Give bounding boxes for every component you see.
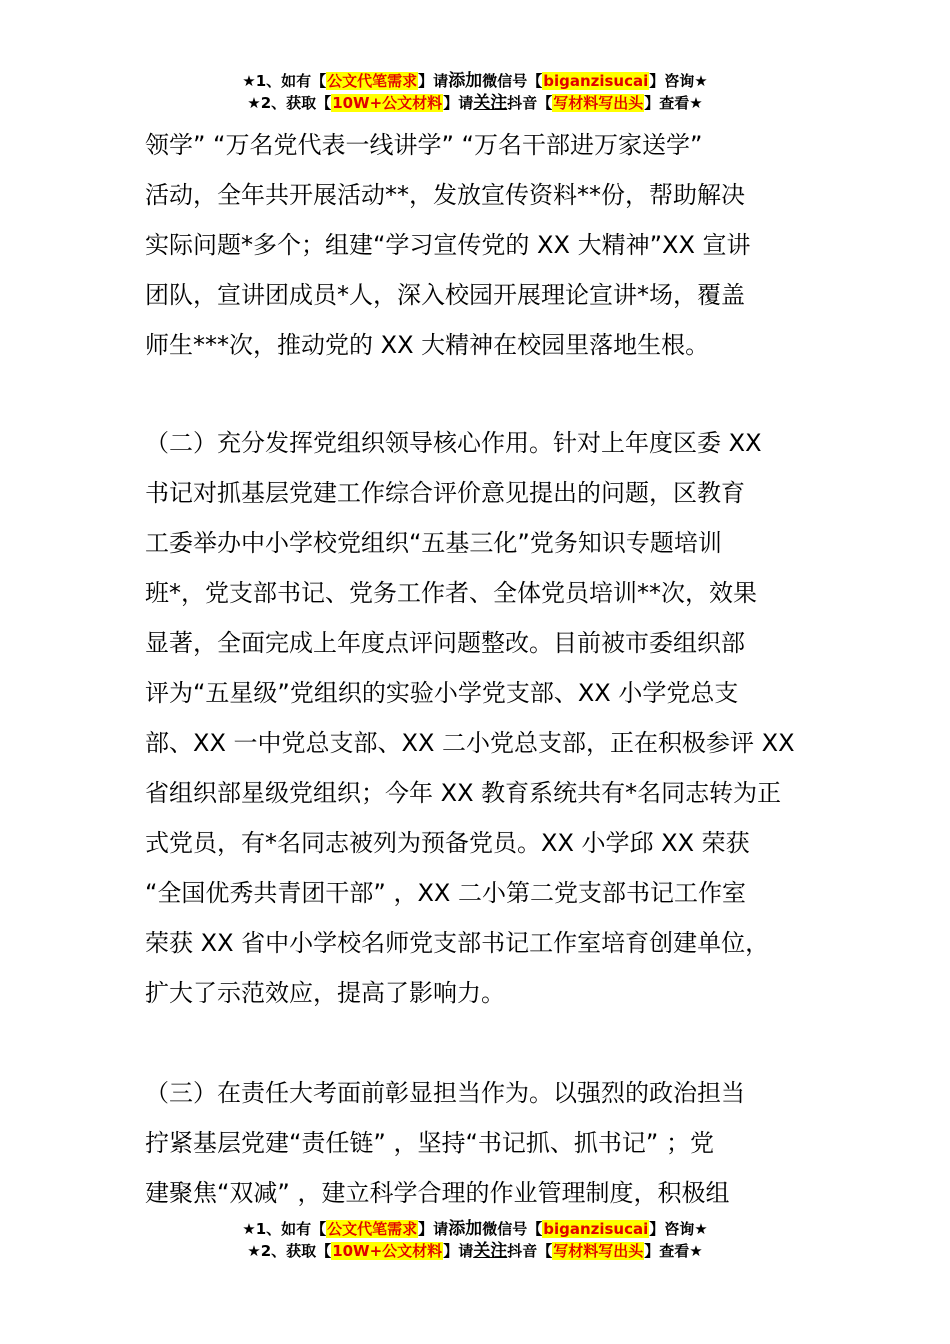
banner-text: 微信号【 [482,1220,543,1238]
banner-text: ★2、获取【 [247,94,332,112]
banner-text: 】咨询★ [649,72,708,90]
banner-text: 微信号【 [482,72,543,90]
text-line: 班*，党支部书记、党务工作者、全体党员培训**次，效果 [145,579,757,607]
text-line: 拧紧基层党建“责任链” ，坚持“书记抓、抓书记” ；党 [145,1129,714,1157]
banner-douyin-id: 写材料写出头 [553,94,644,112]
footer-banner [0,1218,950,1262]
banner-text: 】查看★ [644,1242,703,1260]
text-line: 评为“五星级”党组织的实验小学党支部、XX 小学党总支 [145,679,739,707]
paragraph-1 [145,120,810,370]
banner-text: 】请 [443,1242,474,1260]
paragraph-3 [145,1068,810,1218]
banner-emphasis: 关注 [473,1241,508,1261]
banner-text: 】查看★ [644,94,703,112]
text-line: 工委举办中小学校党组织“五基三化”党务知识专题培训 [145,529,722,557]
paragraph-2 [145,418,810,1018]
text-line: 省组织部星级党组织；今年 XX 教育系统共有*名同志转为正 [145,779,782,807]
banner-text: ★1、如有【 [242,72,327,90]
banner-emphasis: 添加 [448,1219,483,1239]
banner-highlight: 10W+公文材料 [332,1242,443,1260]
banner-douyin-id: 写材料写出头 [553,1242,644,1260]
banner-line-2 [0,1240,950,1262]
text-line: 活动，全年共开展活动**，发放宣传资料**份，帮助解决 [145,181,745,209]
banner-highlight: 10W+公文材料 [332,94,443,112]
text-line: 实际问题*多个；组建“学习宣传党的 XX 大精神”XX 宣讲 [145,231,751,259]
text-line: 显著，全面完成上年度点评问题整改。目前被市委组织部 [145,629,745,657]
text-line: 团队，宣讲团成员*人，深入校园开展理论宣讲*场，覆盖 [145,281,745,309]
banner-text: 抖音【 [507,94,553,112]
banner-text: 】请 [418,72,449,90]
text-line: 领学” “万名党代表一线讲学” “万名干部进万家送学” [145,131,703,159]
banner-line-1 [0,70,950,92]
text-line: 书记对抓基层党建工作综合评价意见提出的问题，区教育 [145,479,745,507]
text-line: “全国优秀共青团干部” ，XX 二小第二党支部书记工作室 [145,879,747,907]
text-line: 荣获 XX 省中小学校名师党支部书记工作室培育创建单位， [145,929,770,957]
banner-text: 】请 [418,1220,449,1238]
banner-wechat-id: biganzisucai [543,1220,649,1238]
text-line: 建聚焦“双减” ，建立科学合理的作业管理制度，积极组 [145,1179,730,1207]
text-line: 部、XX 一中党总支部、XX 二小党总支部，正在积极参评 XX [145,729,795,757]
text-line: 师生***次，推动党的 XX 大精神在校园里落地生根。 [145,331,710,359]
text-line: （二）充分发挥党组织领导核心作用。针对上年度区委 XX [145,429,762,457]
banner-highlight: 公文代笔需求 [327,1220,418,1238]
banner-emphasis: 关注 [473,93,508,113]
header-banner [0,70,950,114]
banner-text: 抖音【 [507,1242,553,1260]
text-line: 式党员，有*名同志被列为预备党员。XX 小学邱 XX 荣获 [145,829,750,857]
banner-wechat-id: biganzisucai [543,72,649,90]
banner-text: ★1、如有【 [242,1220,327,1238]
banner-highlight: 公文代笔需求 [327,72,418,90]
banner-text: ★2、获取【 [247,1242,332,1260]
banner-text: 】请 [443,94,474,112]
text-line: 扩大了示范效应，提高了影响力。 [145,979,505,1007]
banner-line-1 [0,1218,950,1240]
text-line: （三）在责任大考面前彰显担当作为。以强烈的政治担当 [145,1079,745,1107]
banner-emphasis: 添加 [448,71,483,91]
banner-text: 】咨询★ [649,1220,708,1238]
banner-line-2 [0,92,950,114]
